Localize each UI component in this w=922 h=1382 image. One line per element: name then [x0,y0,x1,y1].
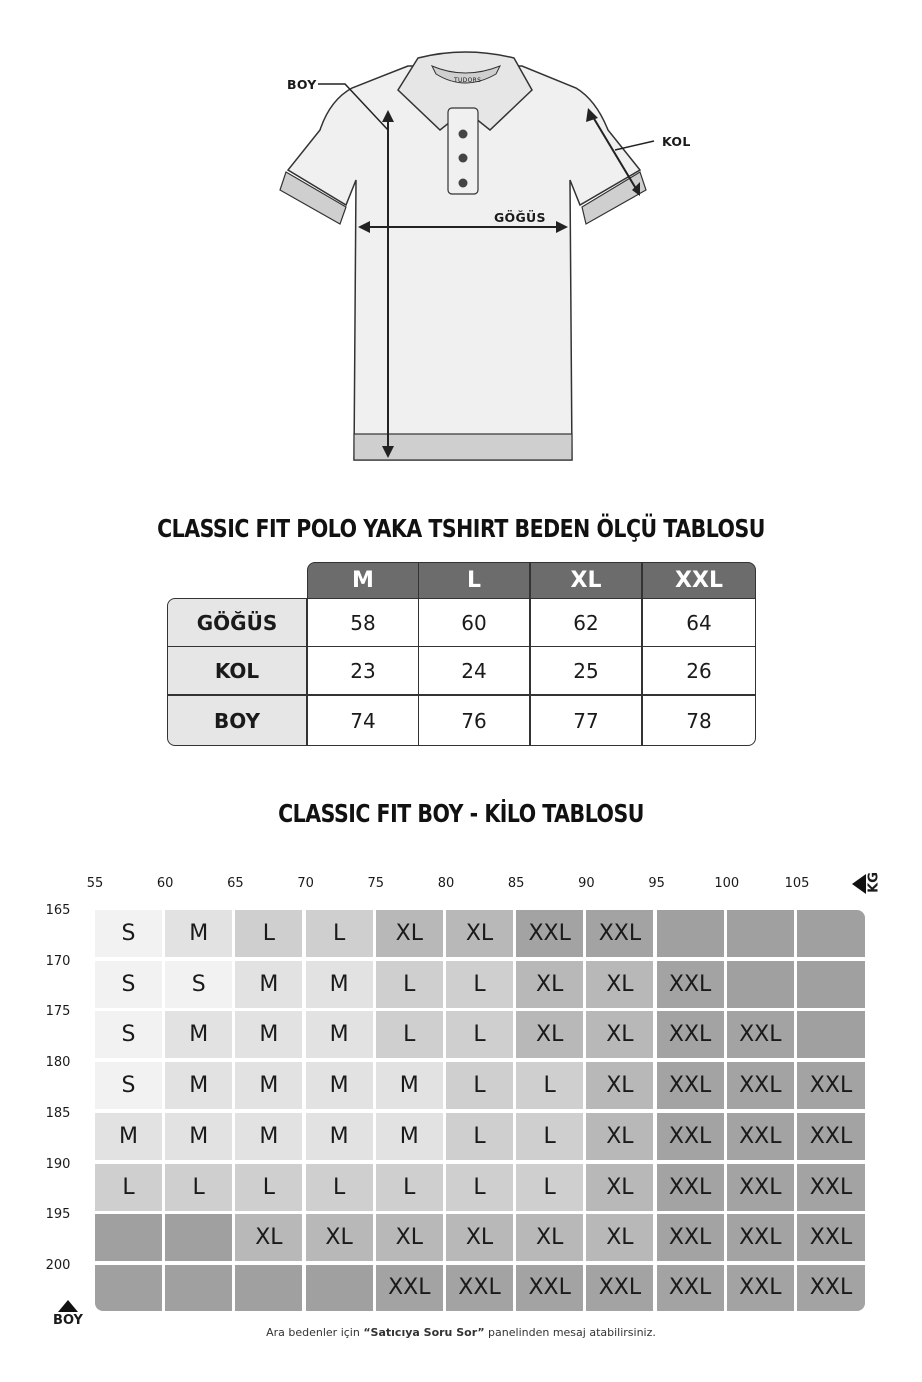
kg-tick: 100 [714,876,740,891]
boy-tick: 175 [45,1004,71,1020]
cell-boy-xl: 77 [530,695,642,746]
grid-cell: L [446,1062,513,1109]
boy-tick: 185 [45,1105,71,1121]
size-header-xxl: XXL [642,562,756,599]
grid-cell: M [306,1113,373,1160]
grid-cell [165,1265,232,1311]
grid-cell: L [235,1164,302,1211]
grid-cell: M [95,1113,162,1160]
kg-tick: 55 [86,876,104,891]
grid-cell: XXL [657,1214,724,1261]
boy-tick: 180 [45,1055,71,1071]
grid-cell: XL [235,1214,302,1261]
cell-gogus-m: 58 [307,598,419,647]
grid-cell: L [376,961,443,1008]
grid-cell: S [165,961,232,1008]
grid-cell: XXL [727,1265,794,1311]
kg-tick: 95 [648,876,665,891]
row-label-gogus: GÖĞÜS [167,598,307,647]
grid-cell: L [376,1011,443,1058]
grid-cell: XXL [586,910,653,957]
grid-cell: M [306,961,373,1008]
kol-label: KOL [662,134,691,149]
grid-cell [95,1214,162,1261]
grid-cell: L [446,1113,513,1160]
grid-cell: L [516,1062,583,1109]
grid-cell: S [95,1011,162,1058]
grid-cell: XXL [657,1265,724,1311]
size-measurement-table [167,562,756,746]
boy-label: BOY [287,77,317,92]
cell-kol-xl: 25 [530,646,642,695]
size-header-m: M [307,562,419,599]
grid-cell: XXL [797,1164,865,1211]
grid-cell: XXL [657,961,724,1008]
kg-axis-marker [852,872,882,896]
cell-kol-m: 23 [307,646,419,695]
cell-kol-xxl: 26 [642,646,756,695]
kg-tick: 75 [367,876,385,891]
grid-cell [797,961,865,1008]
cell-gogus-l: 60 [418,598,530,647]
footer-note [0,1326,922,1339]
grid-cell: M [165,1062,232,1109]
grid-cell: M [165,1113,232,1160]
grid-cell: XL [586,1113,653,1160]
grid-cell: XL [586,1164,653,1211]
grid-cell: XL [306,1214,373,1261]
grid-cell: XXL [657,1113,724,1160]
grid-cell: XL [586,1214,653,1261]
gogus-label: GÖĞÜS [494,210,546,225]
cell-boy-l: 76 [418,695,530,746]
grid-cell: XXL [797,1265,865,1311]
boy-tick: 200 [45,1257,71,1273]
grid-cell: L [165,1164,232,1211]
size-table-title: CLASSIC FIT POLO YAKA TSHIRT BEDEN ÖLÇÜ TABLOSU [157,514,765,543]
footer-highlight: “Satıcıya Soru Sor” [363,1326,485,1339]
grid-cell: M [235,1113,302,1160]
grid-cell: S [95,961,162,1008]
kg-tick: 85 [507,876,525,891]
kg-tick: 90 [578,876,595,891]
footer-suffix: panelinden mesaj atabilirsiniz. [484,1326,656,1339]
grid-cell [727,961,794,1008]
brand-logo-text: TUDORS [454,77,482,84]
boy-tick: 195 [45,1207,71,1223]
grid-cell: XXL [797,1113,865,1160]
boy-axis-label: BOY [53,1313,83,1328]
grid-cell: XL [586,1011,653,1058]
grid-cell: XXL [727,1113,794,1160]
grid-cell: XL [376,910,443,957]
grid-cell: XXL [516,910,583,957]
grid-cell: XXL [516,1265,583,1311]
grid-cell: XXL [727,1214,794,1261]
grid-cell: XXL [797,1214,865,1261]
grid-cell [797,910,865,957]
grid-cell [657,910,724,957]
size-header-xl: XL [530,562,642,599]
grid-cell: XL [376,1214,443,1261]
grid-cell [306,1265,373,1311]
grid-cell: XXL [727,1011,794,1058]
grid-cell: XL [586,1062,653,1109]
grid-cell: S [95,910,162,957]
kg-tick: 105 [784,876,810,891]
grid-cell: M [235,961,302,1008]
size-header-l: L [418,562,530,599]
grid-cell: XXL [727,1164,794,1211]
footer-prefix: Ara bedenler için [266,1326,364,1339]
kg-tick: 60 [156,876,174,891]
grid-cell: L [235,910,302,957]
grid-cell: XXL [657,1011,724,1058]
grid-cell: XL [586,961,653,1008]
grid-cell: XXL [376,1265,443,1311]
grid-cell: L [376,1164,443,1211]
kg-tick: 80 [437,876,455,891]
boy-kilo-title: CLASSIC FIT BOY - KİLO TABLOSU [278,799,644,828]
grid-cell: M [306,1062,373,1109]
grid-cell: XL [516,1214,583,1261]
row-label-kol: KOL [167,646,307,695]
grid-cell: XL [516,1011,583,1058]
grid-cell [95,1265,162,1311]
grid-cell: S [95,1062,162,1109]
grid-cell: XXL [657,1062,724,1109]
grid-cell: L [95,1164,162,1211]
kg-tick: 65 [227,876,244,891]
row-label-boy: BOY [167,695,307,746]
grid-cell: L [516,1164,583,1211]
grid-cell: XXL [586,1265,653,1311]
grid-cell: L [306,910,373,957]
boy-tick: 165 [45,903,71,918]
cell-boy-m: 74 [307,695,419,746]
left-arrow-icon [852,874,866,894]
grid-cell [797,1011,865,1058]
boy-tick: 190 [45,1156,71,1172]
cell-kol-l: 24 [418,646,530,695]
grid-cell: M [165,910,232,957]
kg-tick: 70 [297,876,314,891]
grid-cell: XXL [446,1265,513,1311]
polo-shirt-diagram [270,40,690,480]
boy-tick: 170 [45,953,71,969]
up-arrow-icon [58,1300,78,1312]
kg-axis-label: KG [866,872,882,893]
grid-cell: M [306,1011,373,1058]
grid-cell: M [376,1113,443,1160]
grid-cell [235,1265,302,1311]
grid-cell: L [446,961,513,1008]
grid-cell: XL [516,961,583,1008]
grid-cell: XXL [797,1062,865,1109]
grid-cell: L [516,1113,583,1160]
polo-shirt-icon [270,40,690,480]
grid-cell: M [235,1011,302,1058]
grid-cell: M [235,1062,302,1109]
grid-cell [727,910,794,957]
grid-cell: XL [446,1214,513,1261]
grid-cell: L [306,1164,373,1211]
grid-cell: XXL [727,1062,794,1109]
grid-cell: M [376,1062,443,1109]
cell-gogus-xxl: 64 [642,598,756,647]
grid-cell [165,1214,232,1261]
grid-cell: M [165,1011,232,1058]
grid-cell: XXL [657,1164,724,1211]
cell-boy-xxl: 78 [642,695,756,746]
grid-cell: XL [446,910,513,957]
cell-gogus-xl: 62 [530,598,642,647]
grid-cell: L [446,1011,513,1058]
grid-cell: L [446,1164,513,1211]
